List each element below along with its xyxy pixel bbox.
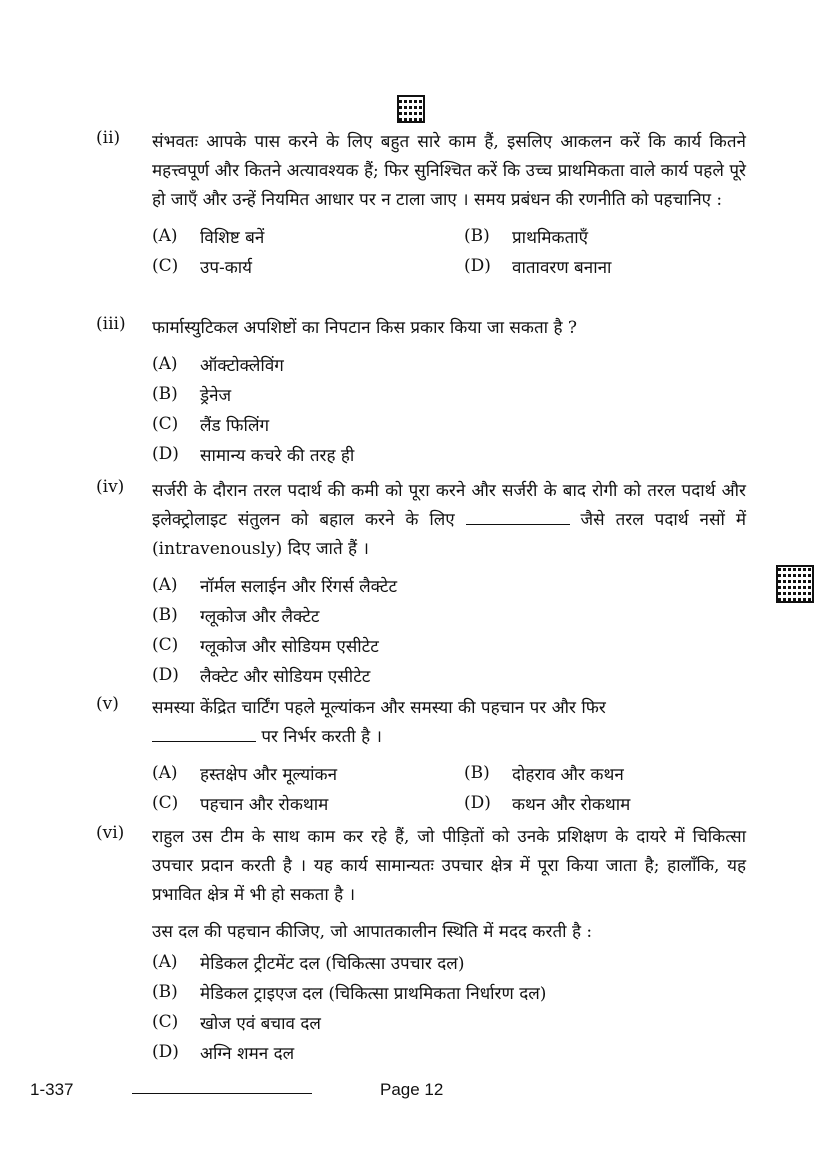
option-label: (C) bbox=[152, 635, 179, 655]
question-iii bbox=[96, 314, 746, 469]
option-text: नॉर्मल सलाईन और रिंगर्स लैक्टेट bbox=[200, 576, 398, 597]
option-b bbox=[464, 758, 764, 788]
question-vi bbox=[96, 823, 746, 1067]
option-c bbox=[152, 251, 464, 281]
option-d bbox=[464, 788, 764, 818]
question-v bbox=[96, 694, 746, 818]
option-label: (D) bbox=[464, 256, 491, 276]
option-label: (B) bbox=[152, 384, 178, 404]
question-number: (v) bbox=[96, 694, 119, 714]
options bbox=[152, 221, 746, 281]
question-prompt: उस दल की पहचान कीजिए, जो आपातकालीन स्थिति में मदद करती है : bbox=[152, 922, 593, 942]
question-text-part-b: जैसे तरल पदार्थ नसों में (intravenously) दिए जाते हैं । bbox=[152, 510, 746, 559]
question-text: संभवतः आपके पास करने के लिए बहुत सारे काम हैं, इसलिए आकलन करें कि कार्य कितने महत्त्वपूर्ण और कितने अत्यावश्यक हैं; फिर सुनिश्चित करें कि उच्च प्राथमिकता वाले कार्य पहले पूरे हो जाएँ और उन्हें नियमित आधार पर न टाला जाए । समय प्रबंधन की रणनीति को पहचानिए : bbox=[152, 132, 746, 210]
option-label: (D) bbox=[464, 793, 491, 813]
option-label: (A) bbox=[152, 952, 178, 972]
question-text: राहुल उस टीम के साथ काम कर रहे हैं, जो पीड़ितों को उनके प्रशिक्षण के दायरे में चिकित्सा उपचार प्रदान करती है । यह कार्य सामान्यतः उपचार क्षेत्र में पूरा किया जाता है; हालाँकि, यह प्रभावित क्षेत्र में भी हो सकता है । bbox=[152, 827, 746, 905]
options bbox=[152, 758, 746, 818]
qr-code-icon bbox=[776, 565, 814, 603]
question-iv bbox=[96, 477, 746, 690]
option-label: (B) bbox=[152, 605, 178, 625]
option-text: ग्लूकोज और लैक्टेट bbox=[200, 606, 320, 627]
option-text: लैंड फिलिंग bbox=[200, 415, 270, 436]
option-d bbox=[464, 251, 764, 281]
answer-blank bbox=[152, 727, 256, 742]
option-d bbox=[152, 439, 746, 469]
option-label: (B) bbox=[152, 982, 178, 1002]
option-label: (A) bbox=[152, 226, 178, 246]
question-number: (vi) bbox=[96, 823, 125, 843]
option-label: (A) bbox=[152, 354, 178, 374]
footer-divider bbox=[132, 1093, 312, 1094]
option-d bbox=[152, 1037, 746, 1067]
option-label: (B) bbox=[464, 226, 490, 246]
option-a bbox=[152, 570, 746, 600]
option-b bbox=[152, 379, 746, 409]
option-a bbox=[152, 758, 464, 788]
options bbox=[152, 947, 746, 1067]
option-label: (B) bbox=[464, 763, 490, 783]
question-number: (iii) bbox=[96, 314, 126, 334]
option-text: हस्तक्षेप और मूल्यांकन bbox=[200, 764, 338, 785]
option-b bbox=[152, 977, 746, 1007]
question-number: (ii) bbox=[96, 128, 121, 148]
option-text: ऑक्टोक्लेविंग bbox=[200, 355, 284, 376]
option-label: (C) bbox=[152, 256, 179, 276]
option-text: प्राथमिकताएँ bbox=[512, 227, 589, 248]
option-text: उप-कार्य bbox=[200, 257, 253, 278]
option-text: वातावरण बनाना bbox=[512, 257, 612, 278]
option-a bbox=[152, 947, 746, 977]
question-ii bbox=[96, 128, 746, 281]
question-text: फार्मास्युटिकल अपशिष्टों का निपटान किस प्रकार किया जा सकता है ? bbox=[152, 318, 577, 338]
question-text-part-b: पर निर्भर करती है । bbox=[261, 727, 382, 747]
option-text: दोहराव और कथन bbox=[512, 764, 624, 785]
option-label: (D) bbox=[152, 1042, 179, 1062]
option-label: (C) bbox=[152, 793, 179, 813]
question-text bbox=[152, 694, 746, 752]
qr-code-icon bbox=[397, 95, 425, 123]
question-text-part-a: समस्या केंद्रित चार्टिंग पहले मूल्यांकन और समस्या की पहचान पर और फिर bbox=[152, 698, 606, 718]
option-label: (C) bbox=[152, 414, 179, 434]
option-label: (C) bbox=[152, 1012, 179, 1032]
option-text: मेडिकल ट्राइएज दल (चिकित्सा प्राथमिकता निर्धारण दल) bbox=[200, 983, 547, 1004]
option-text: मेडिकल ट्रीटमेंट दल (चिकित्सा उपचार दल) bbox=[200, 953, 465, 974]
page-number: Page 12 bbox=[380, 1080, 444, 1099]
option-b bbox=[152, 600, 746, 630]
answer-blank bbox=[466, 510, 570, 525]
option-label: (A) bbox=[152, 763, 178, 783]
option-c bbox=[152, 409, 746, 439]
paper-code: 1-337 bbox=[30, 1080, 74, 1099]
option-c bbox=[152, 630, 746, 660]
option-text: ड्रेनेज bbox=[200, 385, 232, 406]
options bbox=[152, 570, 746, 690]
option-a bbox=[152, 221, 464, 251]
option-label: (D) bbox=[152, 665, 179, 685]
option-c bbox=[152, 788, 464, 818]
question-text bbox=[152, 477, 746, 564]
option-a bbox=[152, 349, 746, 379]
option-text: अग्नि शमन दल bbox=[200, 1043, 295, 1064]
option-text: ग्लूकोज और सोडियम एसीटेट bbox=[200, 636, 379, 657]
option-text: सामान्य कचरे की तरह ही bbox=[200, 445, 355, 466]
option-text: कथन और रोकथाम bbox=[512, 794, 631, 815]
option-label: (D) bbox=[152, 444, 179, 464]
options bbox=[152, 349, 746, 469]
option-d bbox=[152, 660, 746, 690]
option-text: खोज एवं बचाव दल bbox=[200, 1013, 321, 1034]
option-c bbox=[152, 1007, 746, 1037]
option-b bbox=[464, 221, 764, 251]
page-footer bbox=[0, 1080, 827, 1104]
question-text-part-a: सर्जरी के दौरान तरल पदार्थ की कमी को पूरा करने और सर्जरी के बाद रोगी को तरल पदार्थ और इलेक्ट्रोलाइट संतुलन को बहाल करने के लिए bbox=[152, 481, 746, 530]
option-text: लैक्टेट और सोडियम एसीटेट bbox=[200, 666, 371, 687]
option-text: पहचान और रोकथाम bbox=[200, 794, 329, 815]
question-number: (iv) bbox=[96, 477, 125, 497]
option-text: विशिष्ट बनें bbox=[200, 227, 265, 248]
option-label: (A) bbox=[152, 575, 178, 595]
